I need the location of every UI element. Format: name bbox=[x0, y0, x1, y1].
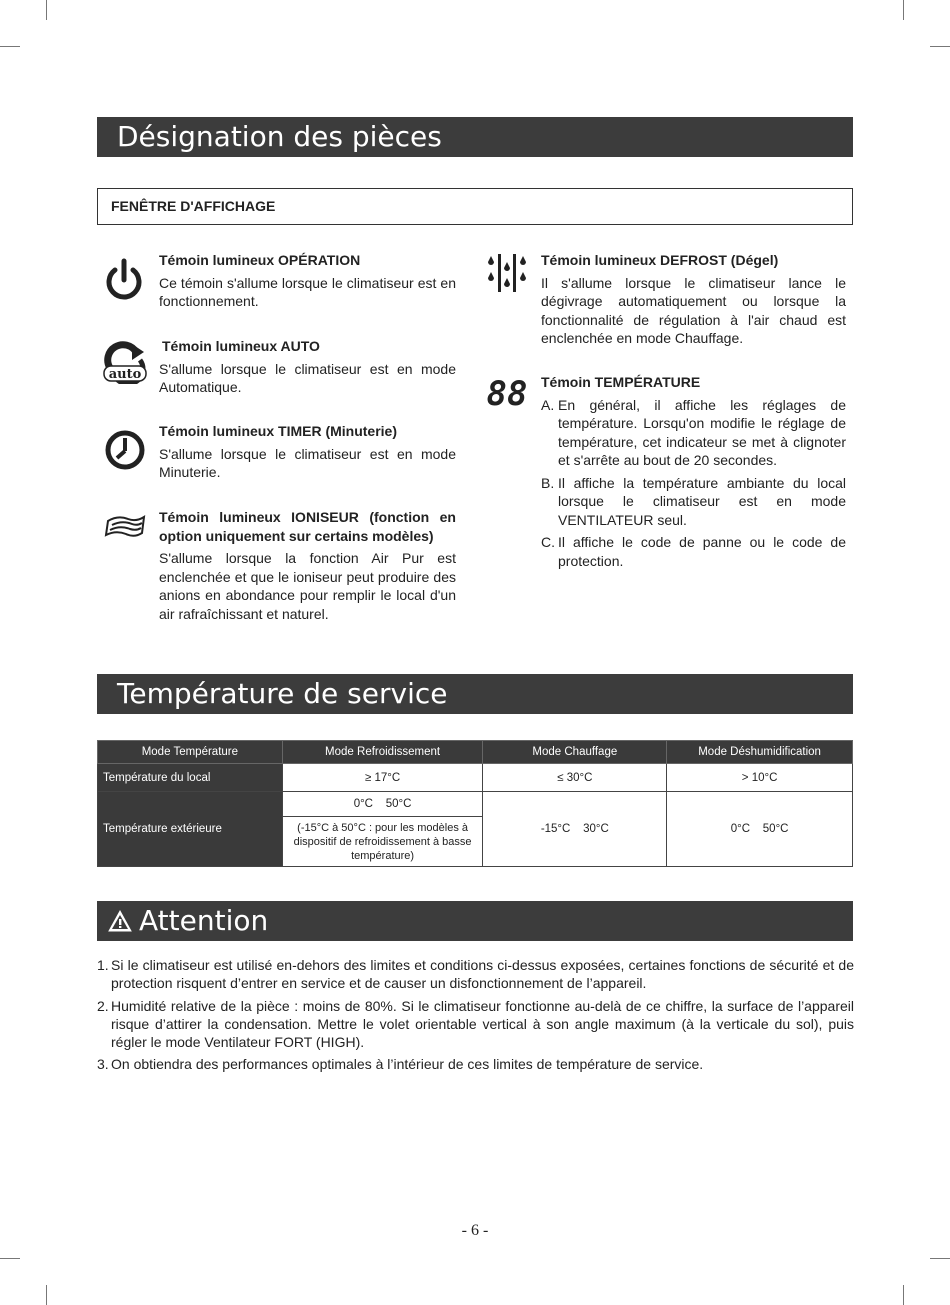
indicator-ionizer bbox=[159, 508, 456, 623]
note-text: Si le climatiseur est utilisé en-dehors des limites et conditions ci-dessus exposées, certaines fonctions de sécurité et de protection risquent d’entrer en service et de causer un disfonctionnement de l’appareil. bbox=[111, 957, 854, 992]
crop-mark bbox=[46, 1285, 47, 1305]
temperature-table bbox=[97, 740, 853, 867]
crop-mark bbox=[903, 1285, 904, 1305]
indicator-temperature bbox=[541, 373, 846, 574]
section-banner-temperature bbox=[97, 674, 853, 714]
display-digits: 88 bbox=[486, 374, 528, 410]
crop-mark bbox=[930, 1258, 950, 1259]
list-letter: A. bbox=[541, 396, 555, 413]
note-text: Humidité relative de la pièce : moins de 80%. Si le climatiseur fonctionne au-delà de ce chiffre, la surface de l’appareil risque d’attirer la condensation. Mettre le volet orientable vertical à son angle maximum (à la verticale du sol), puis régler le mode Ventilateur FORT (HIGH). bbox=[111, 997, 854, 1051]
list-item bbox=[97, 1055, 854, 1073]
table-cell: (-15°C à 50°C : pour les modèles à dispositif de refroidissement à basse température) bbox=[282, 817, 483, 867]
list-item bbox=[97, 997, 854, 1052]
list-text: Il affiche le code de panne ou le code de protection. bbox=[558, 534, 846, 569]
table-header: Mode Température bbox=[98, 741, 283, 764]
indicator-description: Il s'allume lorsque le climatiseur lance le dégivrage automatiquement ou lorsque la fonctionnalité de régulation à l'air chaud est enclenchée en mode Chauffage. bbox=[541, 274, 846, 346]
row-label: Température du local bbox=[98, 764, 283, 792]
table-cell: ≥ 17°C bbox=[282, 764, 483, 792]
crop-mark bbox=[903, 0, 904, 20]
ionizer-icon bbox=[104, 513, 146, 539]
auto-icon bbox=[102, 340, 148, 384]
list-letter: B. bbox=[541, 474, 555, 491]
crop-mark bbox=[930, 46, 950, 47]
indicator-title: Témoin lumineux TIMER (Minuterie) bbox=[159, 423, 398, 439]
row-label: Température extérieure bbox=[98, 792, 283, 867]
table-row bbox=[98, 792, 853, 817]
warning-icon bbox=[107, 909, 133, 933]
indicator-title: Témoin lumineux OPÉRATION bbox=[159, 252, 361, 268]
table-header: Mode Chauffage bbox=[483, 741, 667, 764]
table-cell: 0°C 50°C bbox=[282, 792, 483, 817]
indicator-auto bbox=[159, 337, 456, 397]
table-cell: -15°C 30°C bbox=[483, 792, 667, 867]
indicator-title: Témoin lumineux DEFROST (Dégel) bbox=[541, 252, 779, 268]
note-text: On obtiendra des performances optimales à l’intérieur de ces limites de température de service. bbox=[111, 1056, 704, 1073]
table-row bbox=[98, 764, 853, 792]
display-window-label: FENÊTRE D'AFFICHAGE bbox=[111, 198, 276, 214]
section-title: Désignation des pièces bbox=[117, 120, 442, 153]
table-header: Mode Déshumidification bbox=[667, 741, 853, 764]
temperature-indicator-list bbox=[541, 396, 846, 571]
auto-icon-text: auto bbox=[108, 367, 142, 382]
list-letter: C. bbox=[541, 534, 555, 550]
indicator-title: Témoin lumineux IONISEUR (fonction en option uniquement sur certains modèles) bbox=[159, 509, 456, 544]
crop-mark bbox=[0, 1258, 20, 1259]
table-header: Mode Refroidissement bbox=[282, 741, 483, 764]
page-number: - 6 - bbox=[461, 1222, 489, 1239]
list-item bbox=[541, 533, 846, 570]
table-header-row bbox=[98, 741, 853, 764]
section-title: Température de service bbox=[117, 677, 448, 710]
power-icon bbox=[103, 258, 145, 302]
section-banner-designation bbox=[97, 117, 853, 157]
attention-notes bbox=[97, 956, 854, 1078]
note-number: 1. bbox=[97, 957, 109, 973]
table-cell: 0°C 50°C bbox=[667, 792, 853, 867]
indicator-operation bbox=[159, 251, 456, 311]
indicator-defrost bbox=[541, 251, 846, 348]
crop-mark bbox=[46, 0, 47, 20]
list-item bbox=[97, 956, 854, 993]
indicator-description: S'allume lorsque la fonction Air Pur est enclenchée et que le ioniseur peut produire des anions en abondance pour remplir le local d'un air rafraîchissant et naturel. bbox=[159, 550, 456, 622]
note-number: 3. bbox=[97, 1056, 109, 1073]
table-cell: ≤ 30°C bbox=[483, 764, 667, 792]
note-number: 2. bbox=[97, 997, 109, 1014]
list-item bbox=[541, 396, 846, 470]
display-window-heading bbox=[97, 188, 853, 225]
indicator-description: S'allume lorsque le climatiseur est en mode Minuterie. bbox=[159, 445, 456, 480]
section-banner-attention bbox=[97, 901, 853, 941]
indicator-title: Témoin TEMPÉRATURE bbox=[541, 374, 701, 390]
timer-icon bbox=[104, 429, 146, 471]
list-text: En général, il affiche les réglages de température. Lorsqu'on modifie le réglage de température, cet indicateur se met à clignoter et s'arrête au bout de 20 secondes. bbox=[558, 396, 846, 468]
indicator-description: Ce témoin s'allume lorsque le climatiseur est en fonctionnement. bbox=[159, 274, 456, 309]
seven-segment-display-icon bbox=[485, 374, 529, 410]
indicator-description: S'allume lorsque le climatiseur est en mode Automatique. bbox=[159, 360, 456, 395]
indicator-title: Témoin lumineux AUTO bbox=[162, 338, 320, 354]
section-title: Attention bbox=[139, 904, 269, 937]
list-text: Il affiche la température ambiante du local lorsque le climatiseur est en mode VENTILATEUR seul. bbox=[558, 474, 846, 528]
table-cell: > 10°C bbox=[667, 764, 853, 792]
crop-mark bbox=[0, 46, 20, 47]
list-item bbox=[541, 474, 846, 530]
defrost-icon bbox=[485, 252, 529, 294]
indicator-timer bbox=[159, 422, 456, 482]
